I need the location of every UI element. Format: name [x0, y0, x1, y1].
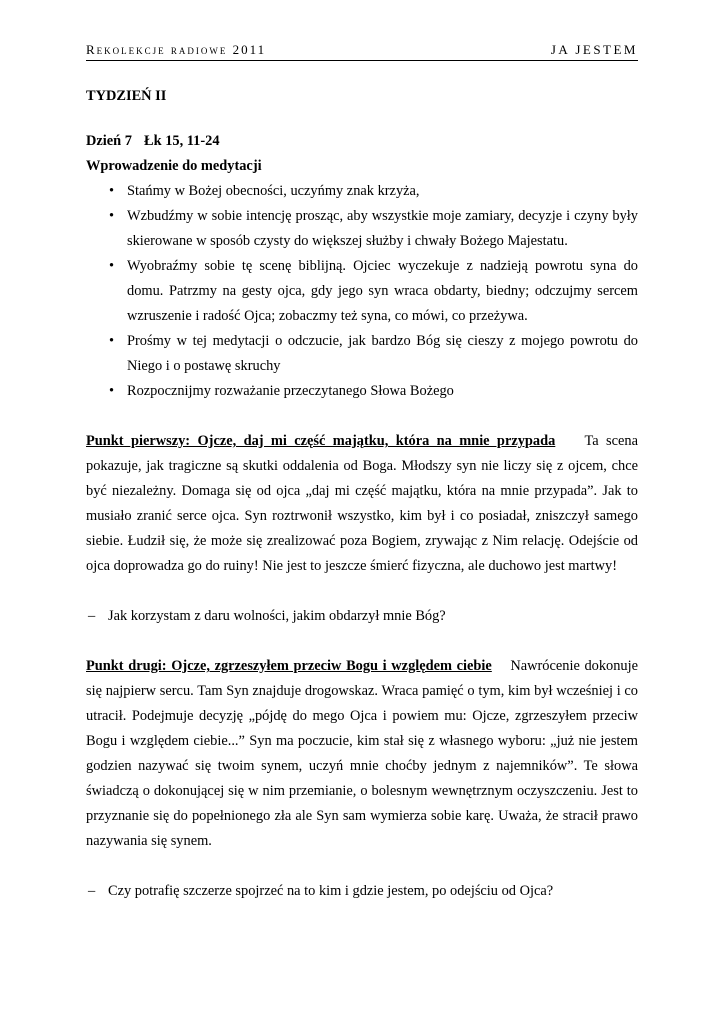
point-two-heading: Punkt drugi: Ojcze, zgrzeszyłem przeciw Bogu i względem ciebie [86, 658, 492, 674]
point-one-heading: Punkt pierwszy: Ojcze, daj mi część majątku, która na mnie przypada [86, 433, 556, 449]
header-left-title: Rekolekcje radiowe 2011 [86, 42, 267, 57]
header-right-title: JA JESTEM [550, 42, 638, 57]
bullet-icon: • [109, 333, 115, 349]
question-text: Jak korzystam z daru wolności, jakim obdarzył mnie Bóg? [108, 608, 446, 624]
point-two-text: Nawrócenie dokonuje się najpierw sercu. Tam Syn znajduje drogowskaz. Wraca pamięć o tym, kim był wcześniej i co utracił. Podejmuje decyzję „pójdę do mego Ojca i powiem mu: Ojcze, zgrzeszyłem przeciw Bogu i względem ciebie...” Syn ma poczucie, kim stał się z własnego wyboru: „już nie jestem godzien nazywać się twoim synem, uczyń mnie choćby jednym z najemników”. Te słowa świadczą o dokonującej się w nim przemianie, o bolesnym wewnętrznym oczyszczeniu. Jest to przyznanie się do popełnionego zła ale Syn sam wymierza sobie karę. Uważa, że stracił prawo nazywania się synem. [86, 658, 639, 849]
scripture-reference: Łk 15, 11-24 [144, 133, 220, 149]
dash-icon: – [88, 608, 96, 624]
list-item-text: Wyobraźmy sobie tę scenę biblijną. Ojciec wyczekuje z nadzieją powrotu syna do domu. Patrzmy na gesty ojca, gdy jego syn wraca obdarty, biedny; odczujmy sercem wzruszenie i radość Ojca; zobaczmy też syna, co mówi, co przeżywa. [127, 258, 638, 324]
page-header [86, 42, 638, 61]
question-text: Czy potrafię szczerze spojrzeć na to kim i gdzie jestem, po odejściu od Ojca? [108, 883, 554, 899]
list-item-text: Prośmy w tej medytacji o odczucie, jak bardzo Bóg się cieszy z mojego powrotu do Niego i o postawę skruchy [127, 333, 638, 374]
list-item [86, 329, 638, 379]
document-body [86, 84, 638, 904]
list-item [86, 254, 638, 329]
list-item-text: Rozpocznijmy rozważanie przeczytanego Słowa Bożego [127, 383, 454, 399]
day-label: Dzień 7 [86, 133, 132, 149]
bullet-icon: • [109, 208, 115, 224]
list-item-text: Stańmy w Bożej obecności, uczyńmy znak krzyża, [127, 183, 420, 199]
intro-bullet-list [86, 179, 638, 404]
bullet-icon: • [109, 258, 115, 274]
week-title: TYDZIEŃ II [86, 88, 167, 104]
bullet-icon: • [109, 383, 115, 399]
list-item [86, 179, 638, 204]
bullet-icon: • [109, 183, 115, 199]
point-one-paragraph [86, 429, 638, 579]
day-line [86, 129, 638, 154]
point-one-question [86, 604, 638, 629]
point-one-text: Ta scena pokazuje, jak tragiczne są skutki oddalenia od Boga. Młodszy syn nie liczy się z ojcem, chce być niezależny. Domaga się od ojca „daj mi część majątku, która na mnie przypada”. Jak to musiało zranić serce ojca. Syn roztrwonił wszystko, kim był i co posiadał, zniszczył samego siebie. Łudził się, że może się zrealizować poza Bogiem, zrywając z Nim relację. Odejście od ojca doprowadza go do ruiny! Nie jest to jeszcze śmierć fizyczna, ale duchowo jest martwy! [86, 433, 638, 574]
dash-icon: – [88, 883, 96, 899]
intro-heading: Wprowadzenie do medytacji [86, 158, 262, 174]
point-two-question [86, 879, 638, 904]
list-item [86, 204, 638, 254]
point-two-paragraph [86, 654, 638, 854]
list-item-text: Wzbudźmy w sobie intencję prosząc, aby wszystkie moje zamiary, decyzje i czyny były skierowane w sposób czysty do większej służby i chwały Bożego Majestatu. [127, 208, 638, 249]
list-item [86, 379, 638, 404]
